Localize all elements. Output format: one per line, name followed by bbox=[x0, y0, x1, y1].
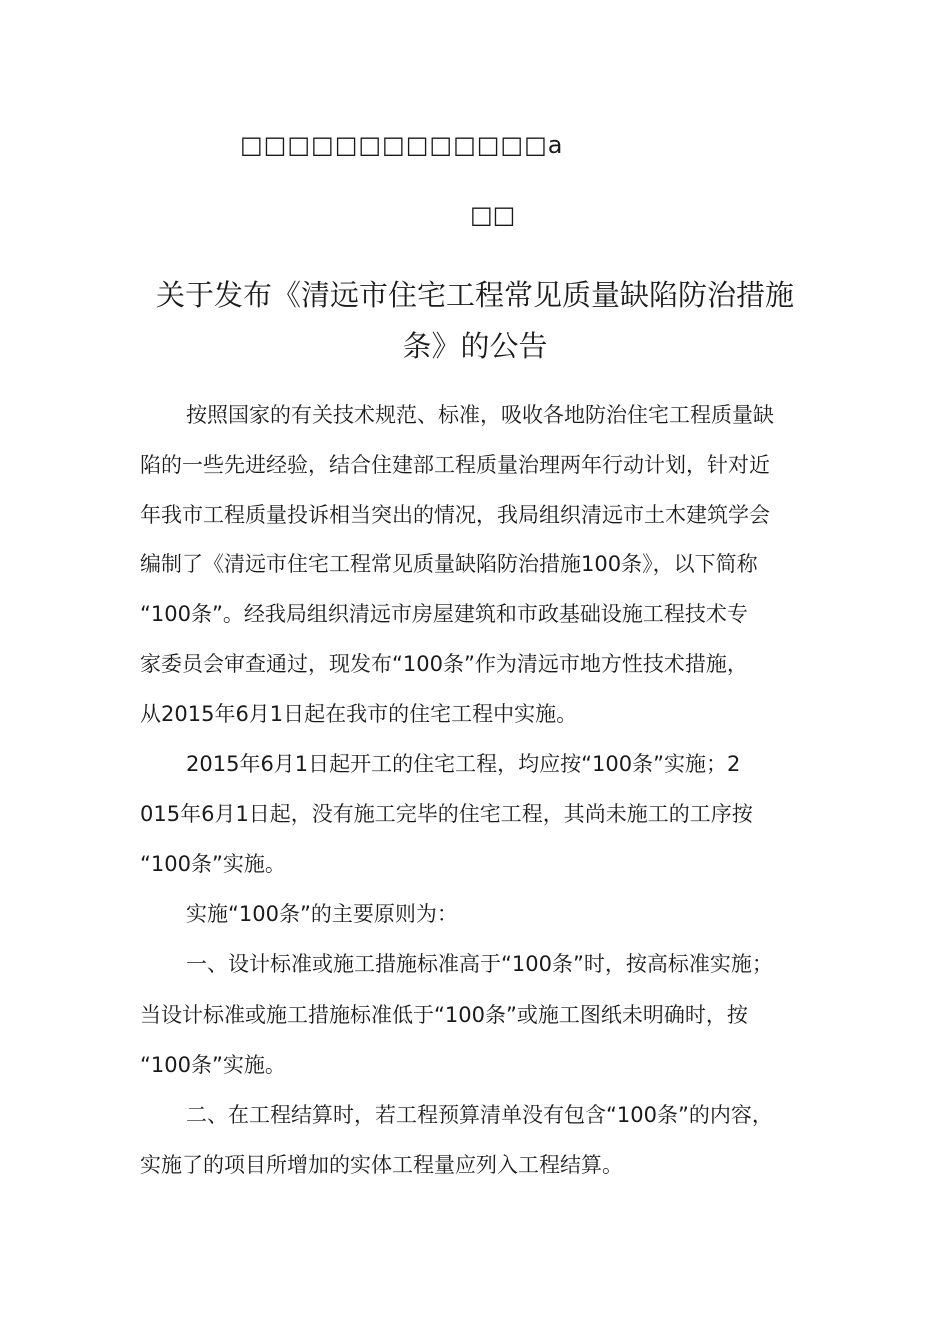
paragraph-1-line-6: 家委员会审查通过，现发布“100条”作为清远市地方性技术措施， bbox=[140, 652, 748, 676]
paragraph-4-line-2: 当设计标准或施工措施标准低于“100条”或施工图纸未明确时，按 bbox=[140, 1003, 748, 1027]
announcement-title-line2: 条》的公告 bbox=[402, 329, 548, 363]
paragraph-5-line-2: 实施了的项目所增加的实体工程量应列入工程结算。 bbox=[140, 1153, 623, 1177]
paragraph-2-line-1: 2015年6月1日起开工的住宅工程，均应按“100条”实施；2 bbox=[186, 752, 741, 776]
paragraph-1-line-1: 按照国家的有关技术规范、标准，吸收各地防治住宅工程质量缺 bbox=[186, 403, 774, 427]
garbled-header-line: □□□□□□□□□□□□□a bbox=[240, 131, 564, 159]
paragraph-2-line-2: 015年6月1日起，没有施工完毕的住宅工程，其尚未施工的工序按 bbox=[140, 802, 753, 826]
garbled-header-short: □□ bbox=[470, 201, 516, 229]
paragraph-1-line-2: 陷的一些先进经验，结合住建部工程质量治理两年行动计划，针对近 bbox=[140, 453, 770, 477]
paragraph-2-line-3: “100条”实施。 bbox=[140, 852, 286, 876]
paragraph-1-line-7: 从2015年6月1日起在我市的住宅工程中实施。 bbox=[140, 702, 578, 726]
paragraph-3-line-1: 实施“100条”的主要原则为： bbox=[186, 902, 458, 926]
paragraph-1-line-4: 编制了《清远市住宅工程常见质量缺陷防治措施100条》，以下简称 bbox=[140, 552, 758, 576]
announcement-title-line1: 关于发布《清远市住宅工程常见质量缺陷防治措施 bbox=[155, 278, 794, 312]
paragraph-4-line-1: 一、设计标准或施工措施标准高于“100条”时，按高标准实施； bbox=[186, 952, 773, 976]
paragraph-1-line-3: 年我市工程质量投诉相当突出的情况，我局组织清远市土木建筑学会 bbox=[140, 503, 770, 527]
paragraph-4-line-3: “100条”实施。 bbox=[140, 1053, 286, 1077]
paragraph-5-line-1: 二、在工程结算时，若工程预算清单没有包含“100条”的内容， bbox=[186, 1103, 773, 1127]
paragraph-1-line-5: “100条”。经我局组织清远市房屋建筑和市政基础设施工程技术专 bbox=[140, 602, 748, 626]
